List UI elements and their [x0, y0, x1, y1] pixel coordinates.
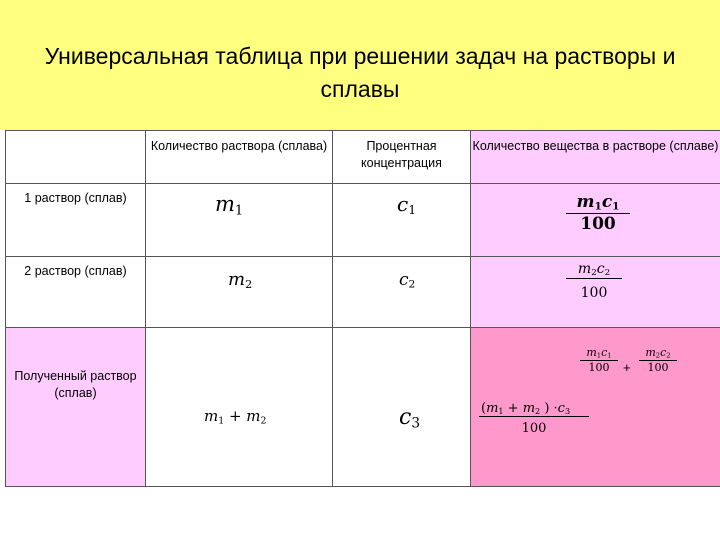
plus-sign: + [623, 360, 631, 375]
table-row-solution-1 [6, 184, 720, 257]
formula-c3: $c_3$ [399, 405, 420, 432]
cell-m1c1-over-100 [471, 184, 720, 257]
cell-m1-plus-m2 [146, 328, 333, 487]
table-header-row [6, 131, 720, 184]
cell-m2 [146, 257, 333, 328]
formula-m2c2-fraction: $m_2c_2$ 100 [566, 261, 622, 301]
header-solution-amount: Количество раствора (сплава) [146, 131, 333, 184]
cell-result-substance [471, 328, 720, 487]
formula-m1c1-fraction: $m_1c_1$ 100 [566, 192, 630, 234]
row-label-result: Полученный раствор (сплав) [6, 328, 146, 487]
formula-m1c1-over-100-small: $m_1c_1$ 100 [580, 346, 618, 374]
cell-c2 [333, 257, 471, 328]
solutions-table [5, 130, 720, 487]
table-row-result [6, 328, 720, 487]
cell-m2c2-over-100 [471, 257, 720, 328]
formula-m2: $m_2$ [228, 269, 253, 291]
header-empty-cell [6, 131, 146, 184]
cell-m1 [146, 184, 333, 257]
slide-title: Универсальная таблица при решении задач на растворы и сплавы [44, 43, 676, 102]
formula-c2: $c_2$ [399, 270, 416, 291]
row-label-solution-1: 1 раствор (сплав) [6, 184, 146, 257]
row-label-solution-2: 2 раствор (сплав) [6, 257, 146, 328]
formula-m1: $m_1$ [215, 192, 244, 219]
cell-c3 [333, 328, 471, 487]
header-substance-amount: Количество вещества в растворе (сплаве) [471, 131, 720, 184]
formula-c1: $c_1$ [397, 192, 417, 218]
formula-m1-plus-m2: $m_1 + m_2$ [204, 407, 267, 427]
formula-combined-fraction: ($m_1 + m_2$ ) $\cdot c_3$ 100 [479, 401, 589, 436]
cell-c1 [333, 184, 471, 257]
formula-m2c2-over-100-small: $m_2c_2$ 100 [639, 346, 677, 374]
table-row-solution-2 [6, 257, 720, 328]
header-percent-concentration: Процентная концентрация [333, 131, 471, 184]
